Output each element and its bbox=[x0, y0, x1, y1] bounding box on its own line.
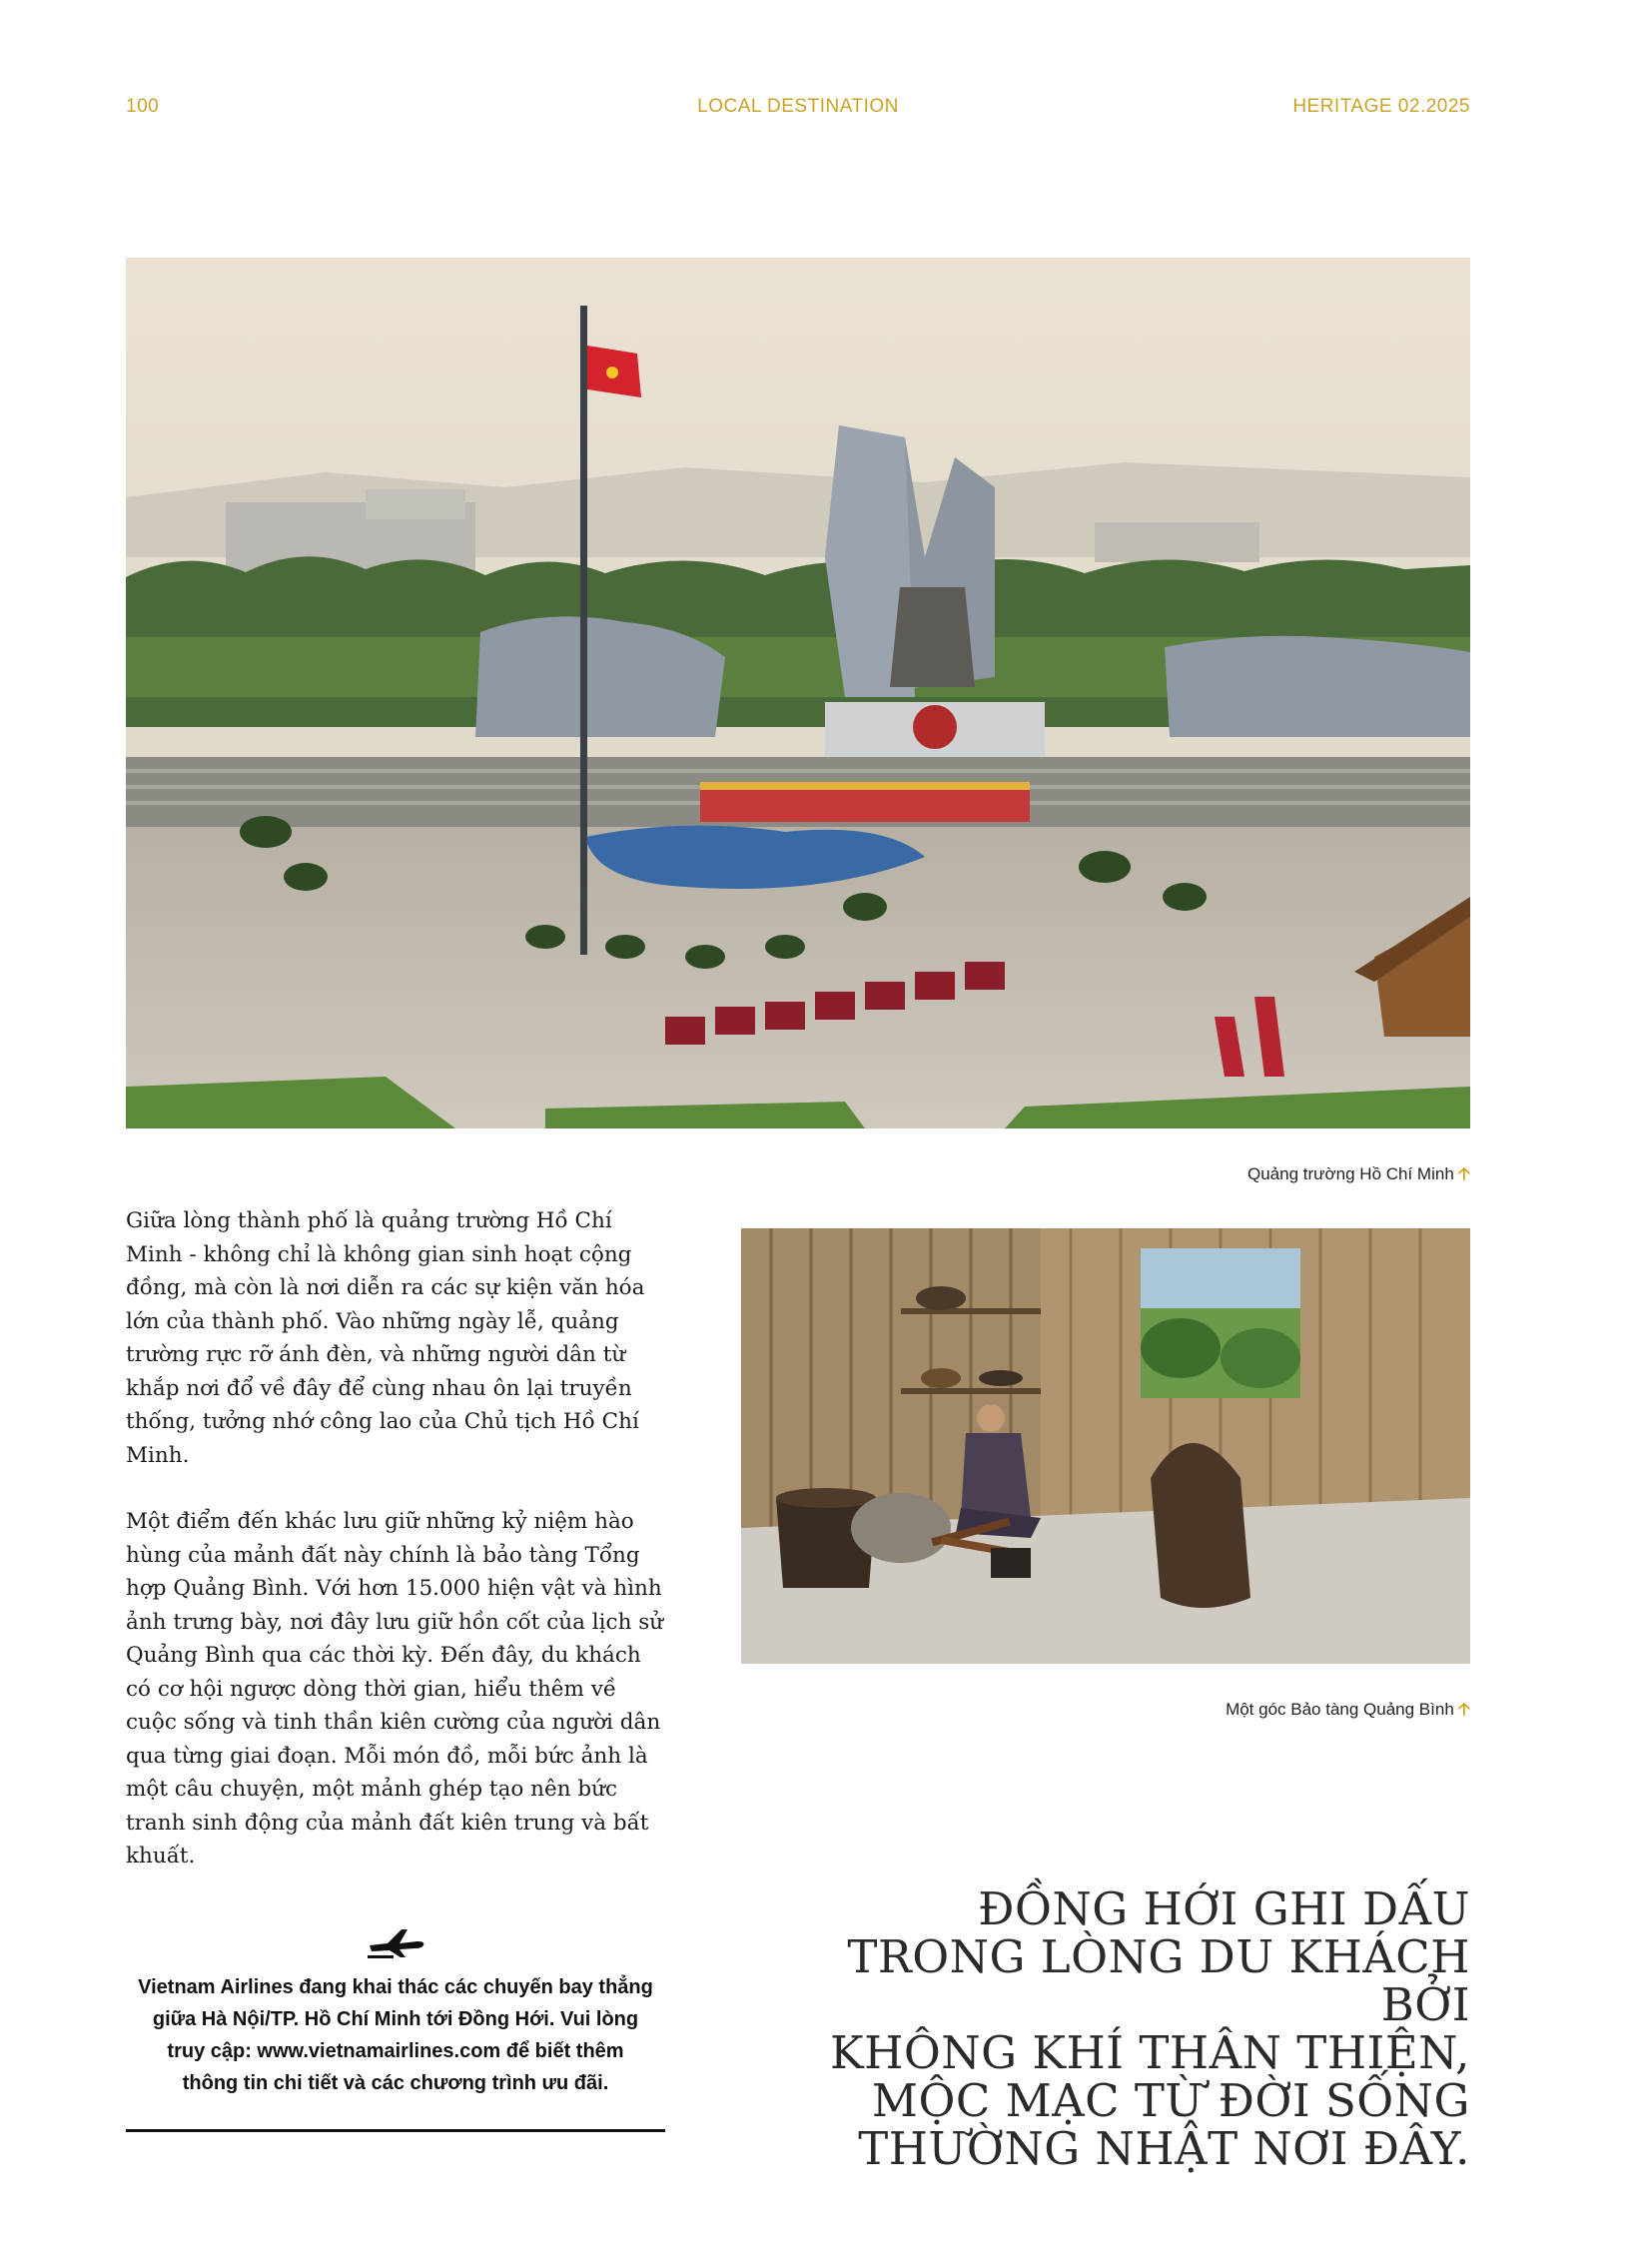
section-title: LOCAL DESTINATION bbox=[697, 96, 899, 117]
museum-caption bbox=[1226, 1697, 1470, 1726]
article-paragraph-2: Một điểm đến khác lưu giữ những kỷ niệm hào hùng của mảnh đất này chính là bảo tàng Tổng hợp Quảng Bình. Với hơn 15.000 hiện vật và hình ảnh trưng bày, nơi đây lưu giữ hồn cốt của lịch sử Quảng Bình qua các thời kỳ. Đến đây, du khách có cơ hội ngược dòng thời gian, hiểu thêm về cuộc sống và tinh thần kiên cường của người dân qua từng giai đoạn. Mỗi món đồ, mỗi bức ảnh là một câu chuyện, một mảnh ghép tạo nên bức tranh sinh động của mảnh đất kiên trung và bất khuất. bbox=[126, 1509, 664, 1868]
museum-photo bbox=[741, 1228, 1470, 1664]
issue-label: HERITAGE 02.2025 bbox=[1292, 96, 1470, 117]
airplane-icon bbox=[366, 1925, 425, 1959]
arrow-up-icon: 🡡 bbox=[1457, 1700, 1470, 1719]
museum-caption-text: Một góc Bảo tàng Quảng Bình bbox=[1226, 1700, 1454, 1719]
pull-quote-line: MỘC MẠC TỪ ĐỜI SỐNG bbox=[871, 2074, 1470, 2127]
promo-divider bbox=[126, 2129, 665, 2132]
promo-text: Vietnam Airlines đang khai thác các chuyến bay thẳng giữa Hà Nội/TP. Hồ Chí Minh tới Đồng Hới. Vui lòng truy cập: www.vietnamairlines.com để biết thêm thông tin chi tiết và các chương trình ưu đãi. bbox=[138, 1976, 653, 2094]
article-paragraph-1: Giữa lòng thành phố là quảng trường Hồ Chí Minh - không chỉ là không gian sinh hoạt cộng đồng, mà còn là nơi diễn ra các sự kiện văn hóa lớn của thành phố. Vào những ngày lễ, quảng trường rực rỡ ánh đèn, và những người dân từ khắp nơi đổ về đây để cùng nhau ôn lại truyền thống, tưởng nhớ công lao của Chủ tịch Hồ Chí Minh. bbox=[126, 1208, 645, 1468]
pull-quote bbox=[771, 1882, 1470, 2175]
pull-quote-line: TRONG LÒNG DU KHÁCH BỞI bbox=[847, 1930, 1470, 2031]
hero-photo-square bbox=[126, 258, 1470, 1128]
page-header bbox=[126, 96, 1470, 122]
airline-promo bbox=[126, 1925, 665, 2132]
hero-caption bbox=[1247, 1161, 1470, 1190]
article-body bbox=[126, 1204, 670, 1906]
hero-caption-text: Quảng trường Hồ Chí Minh bbox=[1246, 1164, 1454, 1183]
pull-quote-line: ĐỒNG HỚI GHI DẤU bbox=[978, 1882, 1470, 1935]
arrow-up-icon: 🡡 bbox=[1457, 1164, 1470, 1183]
pull-quote-line: KHÔNG KHÍ THÂN THIỆN, bbox=[830, 2026, 1470, 2079]
pull-quote-line: THƯỜNG NHẬT NƠI ĐÂY. bbox=[858, 2122, 1470, 2175]
page-number: 100 bbox=[126, 96, 160, 117]
